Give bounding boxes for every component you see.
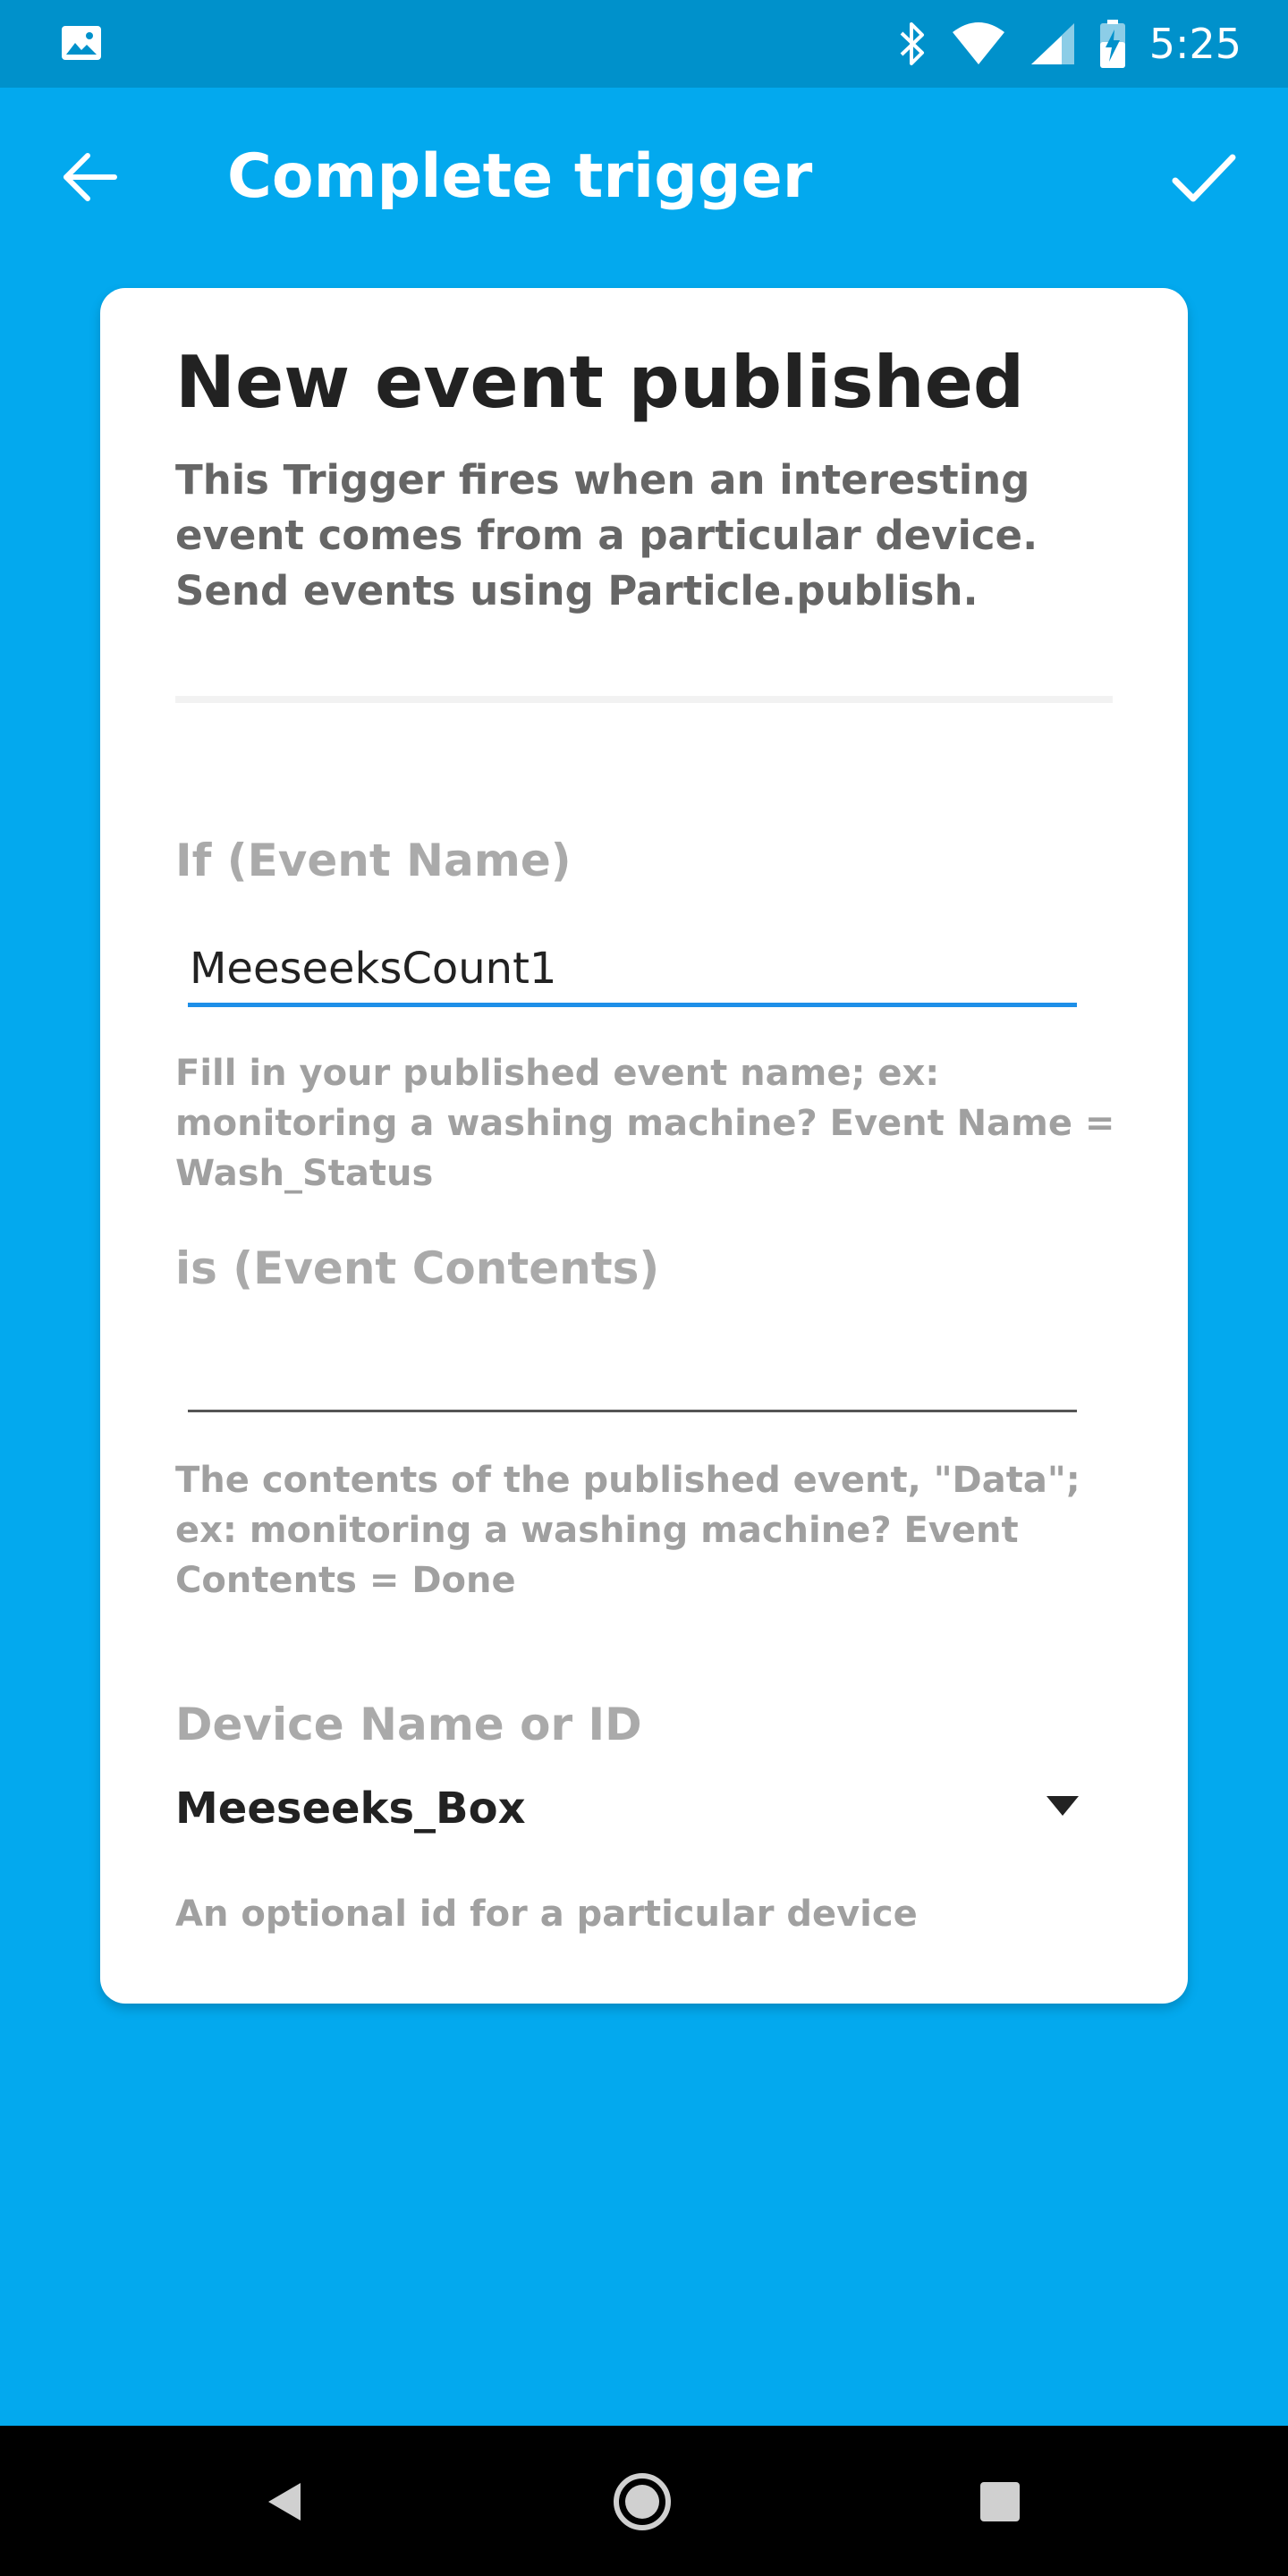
device-label: Device Name or ID [175, 1699, 642, 1750]
event-name-input[interactable]: MeeseeksCount1 [188, 937, 1077, 1007]
battery-charging-icon [1099, 19, 1126, 69]
navigation-bar [0, 2426, 1288, 2576]
device-help: An optional id for a particular device [175, 1894, 918, 1935]
check-icon[interactable] [1166, 141, 1241, 216]
status-time: 5:25 [1148, 20, 1241, 68]
event-name-help: Fill in your published event name; ex: monitoring a washing machine? Event Name = Wash_Status [175, 1053, 1115, 1194]
event-contents-label: is (Event Contents) [175, 1242, 660, 1294]
event-contents-help: The contents of the published event, "Data"; ex: monitoring a washing machine? Event Contents = Done [175, 1460, 1080, 1601]
page-title: Complete trigger [227, 141, 813, 212]
card-title: New event published [175, 341, 1025, 424]
card-description: This Trigger fires when an interesting event comes from a particular device. Send events using Particle.publish. [175, 456, 1038, 614]
cell-signal-icon [1030, 21, 1076, 66]
event-name-label: If (Event Name) [175, 835, 572, 886]
nav-recents-icon[interactable] [969, 2470, 1031, 2533]
app-bar [0, 88, 1288, 267]
status-bar [0, 0, 1288, 88]
wifi-icon [951, 21, 1006, 66]
arrow-back-icon[interactable] [55, 143, 123, 211]
nav-back-icon[interactable] [256, 2470, 318, 2533]
bluetooth-icon [897, 21, 928, 67]
nav-home-icon[interactable] [611, 2470, 674, 2533]
device-value: Meeseeks_Box [175, 1784, 526, 1834]
event-contents-input[interactable] [188, 1343, 1077, 1412]
dropdown-arrow-icon [1046, 1796, 1079, 1818]
trigger-card [100, 288, 1188, 2004]
divider [175, 696, 1113, 703]
image-icon [61, 25, 102, 61]
status-icons [897, 0, 1241, 88]
device-select[interactable] [175, 1776, 1079, 1841]
